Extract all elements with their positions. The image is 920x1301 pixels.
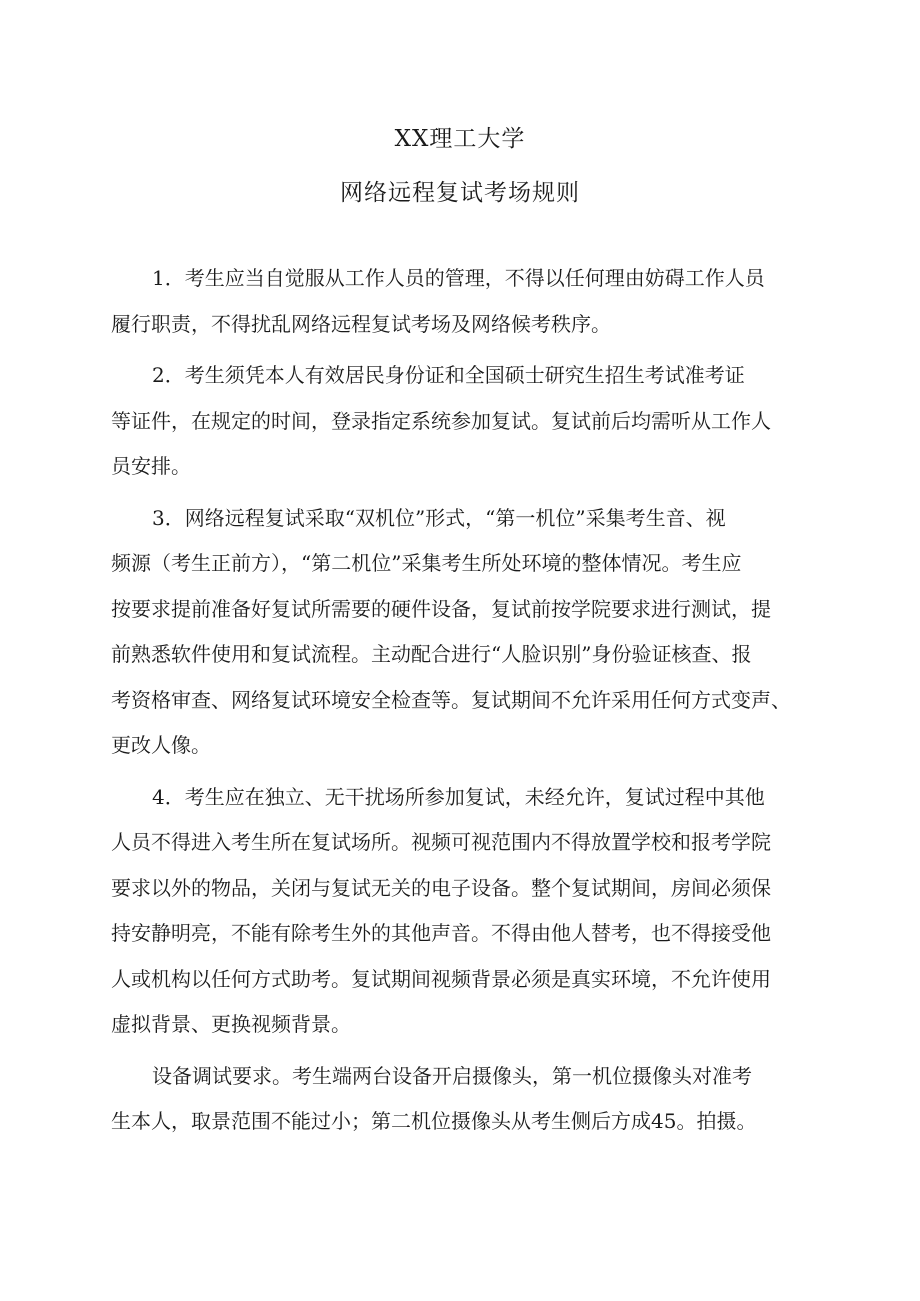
paragraph-line: 前熟悉软件使用和复试流程。主动配合进行“人脸识别”身份验证核查、报	[111, 642, 752, 666]
paragraph-line: 持安静明亮，不能有除考生外的其他声音。不得由他人替考，也不得接受他	[111, 921, 771, 945]
rule-paragraph-2	[111, 353, 813, 490]
rule-paragraph-4	[111, 775, 813, 1048]
paragraph-line: 考资格审查、网络复试环境安全检查等。复试期间不允许采用任何方式变声、	[111, 687, 791, 712]
paragraph-line: 频源（考生正前方），“第二机位”采集考生所处环境的整体情况。考生应	[111, 551, 742, 575]
document-body	[111, 256, 813, 1145]
document-title: XX理工大学	[394, 126, 526, 152]
paragraph-line: 3．网络远程复试采取“双机位”形式，“第一机位”采集考生音、视	[152, 505, 726, 530]
paragraph-line: 人或机构以任何方式助考。复试期间视频背景必须是真实环境，不允许使用	[111, 966, 771, 991]
paragraph-line: 要求以外的物品，关闭与复试无关的电子设备。整个复试期间，房间必须保	[111, 875, 771, 900]
paragraph-line: 1．考生应当自觉服从工作人员的管理，不得以任何理由妨碍工作人员	[152, 266, 765, 290]
rule-paragraph-1	[111, 256, 813, 347]
paragraph-line: 虚拟背景、更换视频背景。	[111, 1012, 351, 1036]
device-requirements-paragraph	[111, 1054, 813, 1145]
paragraph-line: 4．考生应在独立、无干扰场所参加复试，未经允许，复试过程中其他	[152, 784, 765, 809]
rule-paragraph-3	[111, 496, 813, 769]
paragraph-line: 生本人，取景范围不能过小；第二机位摄像头从考生侧后方成45。拍摄。	[111, 1109, 757, 1133]
paragraph-line: 按要求提前准备好复试所需要的硬件设备，复试前按学院要求进行测试，提	[111, 596, 771, 621]
paragraph-line: 更改人像。	[111, 733, 211, 757]
document-subtitle: 网络远程复试考场规则	[340, 180, 580, 206]
paragraph-line: 员安排。	[111, 454, 191, 478]
paragraph-line: 等证件，在规定的时间，登录指定系统参加复试。复试前后均需听从工作人	[111, 408, 771, 433]
title-block	[0, 112, 920, 220]
paragraph-line: 人员不得进入考生所在复试场所。视频可视范围内不得放置学校和报考学院	[111, 830, 771, 854]
paragraph-line: 设备调试要求。考生端两台设备开启摄像头，第一机位摄像头对准考	[152, 1063, 752, 1088]
paragraph-line: 2．考生须凭本人有效居民身份证和全国硕士研究生招生考试准考证	[152, 363, 745, 387]
paragraph-line: 履行职责，不得扰乱网络远程复试考场及网络候考秩序。	[111, 311, 611, 336]
